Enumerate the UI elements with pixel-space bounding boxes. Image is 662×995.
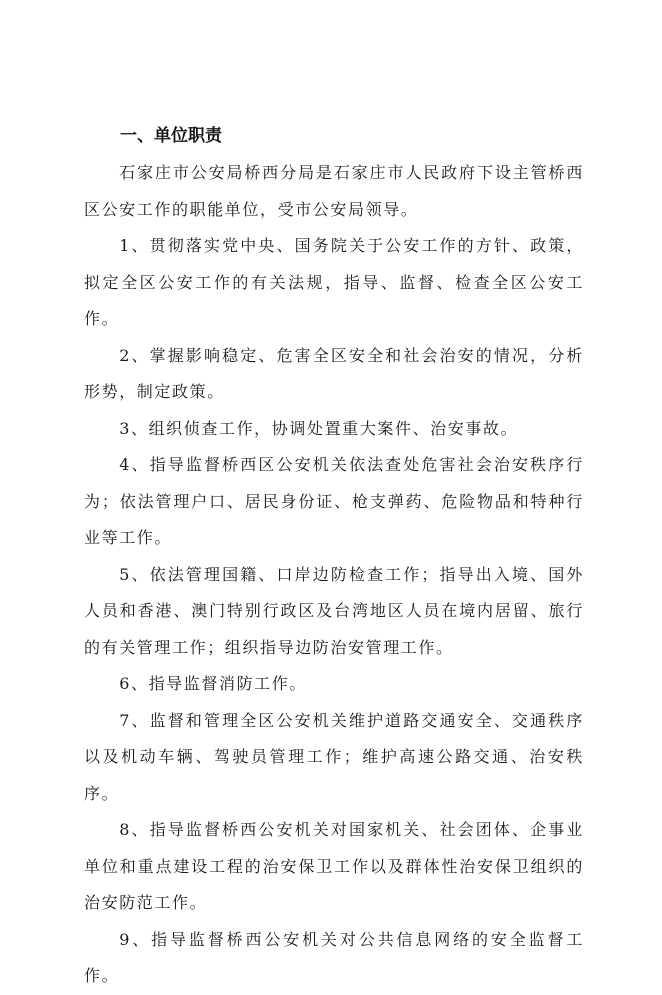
duty-item-8: 8、指导监督桥西公安机关对国家机关、社会团体、企事业单位和重点建设工程的治安保卫工作以及群体性治安保卫组织的治安防范工作。 (84, 820, 584, 912)
duty-item-9: 9、指导监督桥西公安机关对公共信息网络的安全监督工作。 (84, 929, 584, 985)
duty-item-7: 7、监督和管理全区公安机关维护道路交通安全、交通秩序以及机动车辆、驾驶员管理工作；维护高速公路交通、治安秩序。 (84, 710, 584, 803)
duty-item-5: 5、依法管理国籍、口岸边防检查工作；指导出入境、国外人员和香港、澳门特别行政区及台湾地区人员在境内居留、旅行的有关管理工作；组织指导边防治安管理工作。 (84, 564, 584, 657)
duty-item-1: 1、贯彻落实党中央、国务院关于公安工作的方针、政策，拟定全区公安工作的有关法规，指导、监督、检查全区公安工作。 (84, 236, 584, 328)
duty-item-3: 3、组织侦查工作，协调处置重大案件、治安事故。 (119, 418, 519, 438)
intro-paragraph: 石家庄市公安局桥西分局是石家庄市人民政府下设主管桥西区公安工作的职能单位，受市公安局领导。 (84, 163, 584, 219)
duty-item-2: 2、掌握影响稳定、危害全区安全和社会治安的情况，分析形势，制定政策。 (84, 345, 584, 401)
duty-item-6: 6、指导监督消防工作。 (119, 674, 307, 693)
duty-item-4: 4、指导监督桥西区公安机关依法查处危害社会治安秩序行为；依法管理户口、居民身份证、枪支弹药、危险物品和特种行业等工作。 (84, 455, 584, 547)
section-heading: 一、单位职责 (120, 126, 222, 146)
document-body (84, 117, 584, 995)
